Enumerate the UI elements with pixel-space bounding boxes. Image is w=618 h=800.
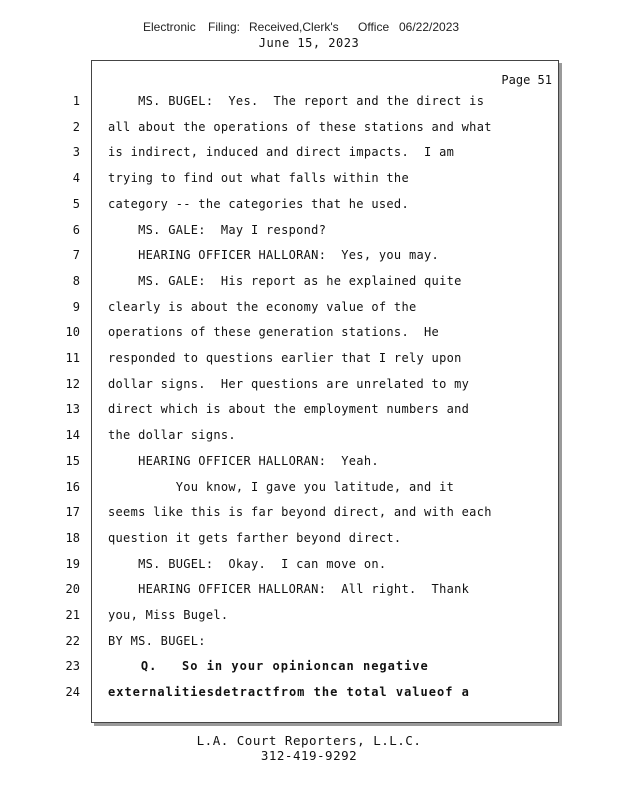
line-text: clearly is about the economy value of the	[108, 299, 417, 314]
line-text: all about the operations of these stations and what	[108, 119, 492, 134]
transcript-line	[65, 479, 618, 502]
line-number: 15	[65, 453, 80, 468]
line-text: you, Miss Bugel.	[108, 608, 229, 622]
line-text: HEARING OFFICER HALLORAN: Yeah.	[108, 453, 379, 468]
filing-word-2: Filing:	[208, 20, 241, 34]
line-number: 9	[72, 299, 80, 314]
line-number: 13	[65, 402, 80, 417]
transcript-line	[72, 145, 618, 167]
line-text: is indirect, induced and direct impacts. I am	[108, 145, 455, 160]
transcript-line	[72, 222, 618, 245]
line-text: Q. So in your opinioncan negative	[108, 659, 429, 674]
transcript-line	[65, 402, 618, 424]
transcript-page	[65, 60, 559, 723]
reporter-company: L.A. Court Reporters, L.L.C.	[196, 733, 422, 748]
line-number: 24	[65, 685, 80, 700]
transcript-line	[65, 376, 618, 399]
line-text: question it gets farther beyond direct.	[108, 530, 402, 545]
transcript-line	[65, 608, 618, 630]
line-text: MS. BUGEL: Okay. I can move on.	[108, 556, 387, 571]
line-text: MS. GALE: May I respond?	[108, 222, 327, 237]
transcript-line	[72, 119, 618, 142]
transcript-line	[65, 556, 618, 579]
line-text: MS. GALE: His report as he explained quite	[108, 273, 462, 288]
transcript-line	[65, 453, 618, 476]
transcript-line	[65, 633, 618, 656]
line-text: HEARING OFFICER HALLORAN: All right. Thank	[108, 582, 470, 597]
transcript-line	[65, 351, 618, 373]
line-number: 17	[65, 505, 80, 520]
line-number: 6	[72, 222, 80, 237]
line-number: 1	[72, 94, 80, 108]
transcript-line	[65, 325, 618, 347]
filing-word-4: Office	[358, 20, 390, 34]
transcript-line	[65, 659, 618, 681]
line-text: dollar signs. Her questions are unrelated to my	[108, 376, 470, 391]
line-text: trying to find out what falls within the	[108, 171, 409, 186]
line-number: 14	[65, 428, 80, 443]
line-number: 12	[65, 376, 80, 391]
line-text: category -- the categories that he used.	[108, 196, 409, 211]
line-text: seems like this is far beyond direct, and with each	[108, 505, 492, 520]
transcript-line	[72, 299, 618, 322]
line-number: 21	[65, 608, 80, 622]
transcript-line	[72, 273, 618, 296]
line-number: 23	[65, 659, 80, 674]
line-number: 16	[65, 479, 80, 494]
filing-word-3: Received,Clerk's	[249, 20, 339, 34]
page-number: Page 51	[501, 73, 552, 87]
line-text: the dollar signs.	[108, 428, 236, 443]
transcript-line	[65, 428, 618, 450]
line-number: 19	[65, 556, 80, 571]
transcript-line	[65, 582, 618, 604]
transcript-line	[72, 248, 618, 270]
line-number: 22	[65, 633, 80, 648]
line-text: operations of these generation stations. He	[108, 325, 440, 340]
line-text: HEARING OFFICER HALLORAN: Yes, you may.	[108, 248, 440, 263]
filing-word-1: Electronic	[143, 20, 196, 34]
line-number: 18	[65, 530, 80, 545]
line-text: BY MS. BUGEL:	[108, 633, 206, 648]
line-text: responded to questions earlier that I rely upon	[108, 351, 462, 365]
transcript-date: June 15, 2023	[258, 36, 360, 50]
line-number: 2	[72, 119, 80, 134]
transcript-line	[72, 196, 618, 219]
transcript-line	[65, 505, 618, 527]
line-number: 11	[65, 351, 80, 365]
line-text: MS. BUGEL: Yes. The report and the direct is	[108, 94, 485, 108]
line-number: 3	[72, 145, 80, 160]
line-number: 20	[65, 582, 80, 597]
transcript-line	[72, 171, 618, 193]
transcript-line	[65, 530, 618, 553]
filing-stamp	[0, 20, 618, 36]
line-number: 8	[72, 273, 80, 288]
filing-date: 06/22/2023	[399, 20, 460, 34]
line-number: 5	[72, 196, 80, 211]
line-number: 4	[72, 171, 80, 186]
line-text: externalitiesdetractfrom the total valueof a	[108, 685, 470, 700]
line-text: You know, I gave you latitude, and it	[108, 479, 455, 494]
transcript-line	[65, 685, 618, 707]
line-number: 10	[65, 325, 80, 340]
line-text: direct which is about the employment numbers and	[108, 402, 470, 417]
transcript-line	[72, 94, 618, 116]
reporter-phone: 312-419-9292	[260, 748, 358, 763]
line-number: 7	[72, 248, 80, 263]
